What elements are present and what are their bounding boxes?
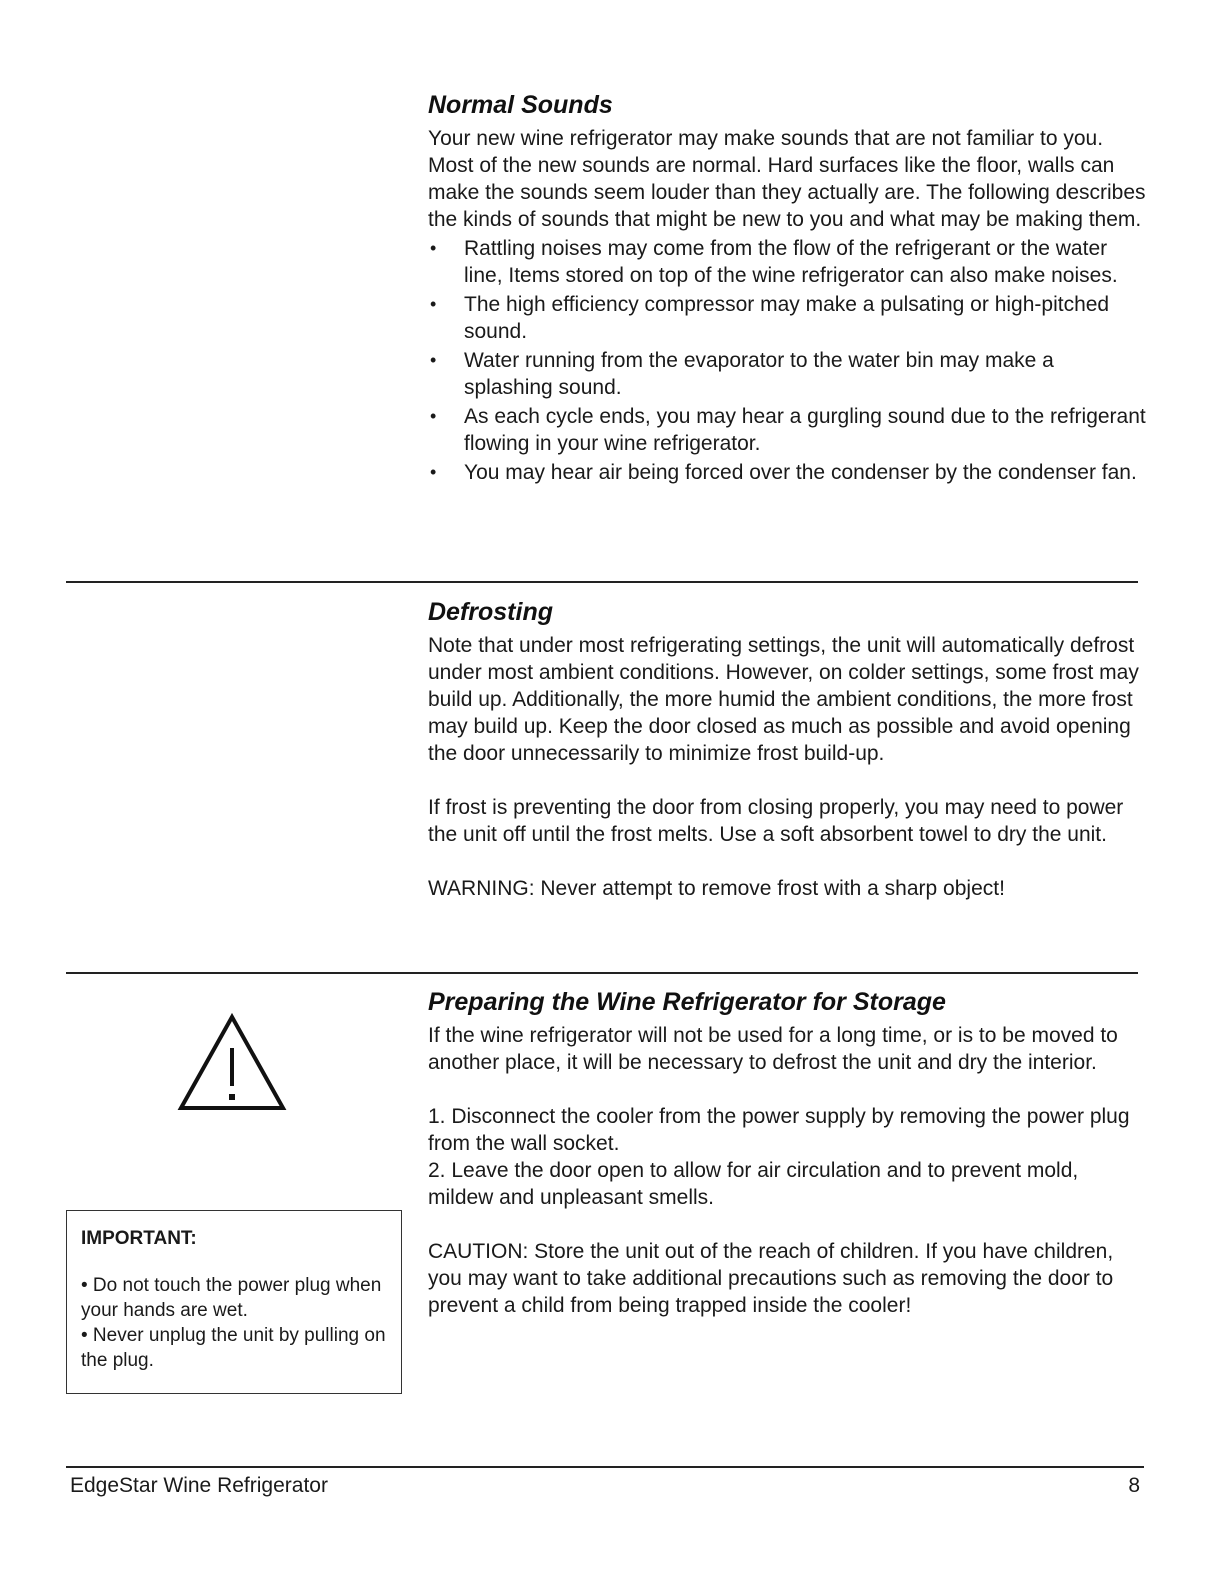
footer-title: EdgeStar Wine Refrigerator <box>70 1474 328 1497</box>
defrosting-paragraph-2: If frost is preventing the door from closing properly, you may need to power the unit off until the frost melts. Use a soft absorbent towel to dry the unit. <box>428 796 1124 846</box>
footer-divider <box>66 1466 1144 1468</box>
defrosting-section <box>428 597 1148 902</box>
list-item: • You may hear air being forced over the condenser by the condenser fan. <box>428 459 1148 486</box>
section-heading-normal-sounds: Normal Sounds <box>428 91 613 119</box>
list-item: • Water running from the evaporator to the water bin may make a splashing sound. <box>428 347 1148 401</box>
important-line-2: • Never unplug the unit by pulling on the plug. <box>81 1325 386 1371</box>
storage-intro: If the wine refrigerator will not be used for a long time, or is to be moved to another place, it will be necessary to defrost the unit and dry the interior. <box>428 1024 1118 1074</box>
important-notice-box <box>66 1210 402 1394</box>
section-divider <box>66 581 1138 583</box>
section-heading-storage: Preparing the Wine Refrigerator for Storage <box>428 988 946 1016</box>
list-item: • As each cycle ends, you may hear a gurgling sound due to the refrigerant flowing in your wine refrigerator. <box>428 403 1148 457</box>
storage-step-1: 1. Disconnect the cooler from the power supply by removing the power plug from the wall socket. <box>428 1105 1130 1155</box>
storage-caution: CAUTION: Store the unit out of the reach of children. If you have children, you may want to take additional precautions such as removing the door to prevent a child from being trapped inside the cooler! <box>428 1240 1114 1317</box>
defrosting-warning: WARNING: Never attempt to remove frost with a sharp object! <box>428 877 1005 900</box>
list-item: • Rattling noises may come from the flow of the refrigerant or the water line, Items stored on top of the wine refrigerator can also make noises. <box>428 235 1148 289</box>
important-title: IMPORTANT: <box>81 1228 197 1249</box>
section-divider <box>66 972 1138 974</box>
page-number: 8 <box>1128 1474 1140 1497</box>
list-item: • The high efficiency compressor may make a pulsating or high-pitched sound. <box>428 291 1148 345</box>
warning-triangle-icon <box>176 1012 288 1112</box>
storage-section <box>428 987 1148 1319</box>
defrosting-paragraph-1: Note that under most refrigerating settings, the unit will automatically defrost under most ambient conditions. However, on colder settings, some frost may build up. Additionally, the more humid the ambient conditions, the more frost may build up. Keep the door closed as much as possible and avoid opening the door unnecessarily to minimize frost build-up. <box>428 634 1139 765</box>
normal-sounds-section <box>428 90 1148 486</box>
normal-sounds-list <box>428 235 1148 486</box>
section-heading-defrosting: Defrosting <box>428 598 553 626</box>
normal-sounds-intro: Your new wine refrigerator may make sounds that are not familiar to you. Most of the new sounds are normal. Hard surfaces like the floor, walls can make the sounds seem louder than they actually are. The following describes the kinds of sounds that might be new to you and what may be making them. <box>428 127 1146 231</box>
storage-step-2: 2. Leave the door open to allow for air circulation and to prevent mold, mildew and unpleasant smells. <box>428 1159 1079 1209</box>
important-line-1: • Do not touch the power plug when your hands are wet. <box>81 1275 382 1321</box>
